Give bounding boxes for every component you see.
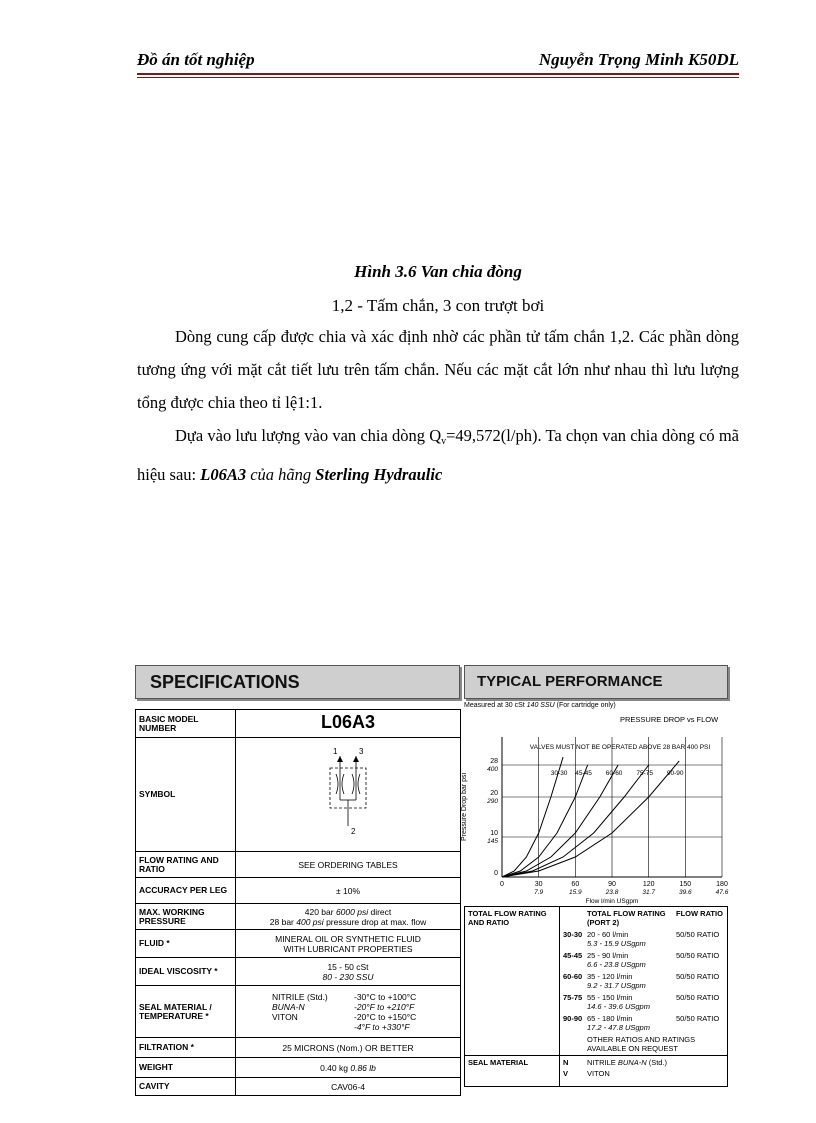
- other-ratios-note: OTHER RATIOS AND RATINGS AVAILABLE ON REQUEST: [587, 1035, 696, 1053]
- specifications-banner: SPECIFICATIONS: [135, 665, 460, 699]
- x-tick-label: 30: [534, 881, 543, 888]
- basic-model-value: L06A3: [320, 712, 376, 732]
- series-line-90-90: [502, 761, 679, 877]
- filtration-label: FILTRATION *: [136, 1038, 236, 1058]
- port-2-label: 2: [351, 826, 356, 836]
- fluid-label: FLUID *: [136, 930, 236, 958]
- figure-subtitle: 1,2 - Tấm chắn, 3 con trượt bơi: [331, 296, 545, 315]
- cavity-value: CAV06-4: [236, 1078, 461, 1096]
- y-tick-label-psi: 290: [487, 798, 498, 805]
- header-rule: [137, 73, 739, 75]
- flow-rating-list: [560, 907, 728, 1056]
- total-flow-column: TOTAL FLOW RATING (PORT 2): [587, 909, 666, 927]
- symbol-label: SYMBOL: [136, 738, 236, 852]
- series-label-60-60: 60-60: [605, 770, 623, 777]
- cavity-label: CAVITY: [136, 1078, 236, 1096]
- x-tick-label: 0: [500, 881, 504, 888]
- flow-row: 45-45 25 - 90 l/min 6.6 - 23.8 USgpm 50/50 RATIO: [563, 951, 720, 969]
- seal-material-label: SEAL MATERIAL / TEMPERATURE *: [136, 986, 236, 1038]
- performance-panel: [464, 665, 728, 724]
- flow-row: 75-75 55 - 150 l/min 14.6 - 39.6 USgpm 50/50 RATIO: [563, 993, 720, 1011]
- x-tick-label: 90: [608, 881, 616, 888]
- flow-rating-value: SEE ORDERING TABLES: [236, 852, 461, 878]
- specifications-table: [135, 709, 461, 1096]
- chart-title: PRESSURE DROP vs FLOW: [620, 715, 719, 724]
- performance-banner: TYPICAL PERFORMANCE: [464, 665, 728, 699]
- paragraph-2: Dựa vào lưu lượng vào van chia dòng $Q_v=49,572(l/ph)$. Ta chọn van chia dòng có mã hiệu sau: L06A3 của hãng Sterling Hydraulic: [137, 426, 739, 484]
- brand-name: Sterling Hydraulic: [315, 465, 443, 484]
- series-label-90-90: 90-90: [666, 770, 684, 777]
- flow-ratio-column: FLOW RATIO: [676, 909, 723, 918]
- figure-title: Hình 3.6 Van chia đòng: [354, 262, 522, 281]
- x-tick-label-usgpm: 31.7: [642, 889, 655, 896]
- port-3-label: 3: [359, 746, 364, 756]
- header-rule-thin: [137, 77, 739, 78]
- x-tick-label: 180: [716, 881, 728, 888]
- valve-code: L06A3: [200, 465, 247, 484]
- y-tick-label: 10: [490, 830, 498, 837]
- x-tick-label: 150: [679, 881, 692, 888]
- flow-rating-ratio-label: TOTAL FLOW RATING AND RATIO: [465, 907, 560, 1056]
- weight-label: WEIGHT: [136, 1058, 236, 1078]
- measured-note: Measured at 30 cSt 140 SSU (For cartridge only): [464, 702, 616, 709]
- flow-row: 30-30 20 - 60 l/min 5.3 - 15.9 USgpm 50/50 RATIO: [563, 930, 720, 948]
- specifications-panel: [135, 665, 460, 1096]
- viscosity-label: IDEAL VISCOSITY *: [136, 958, 236, 986]
- fluid-value: MINERAL OIL OR SYNTHETIC FLUID WITH LUBRICANT PROPERTIES: [236, 930, 461, 958]
- x-tick-label-usgpm: 7.9: [534, 889, 544, 896]
- x-tick-label: 120: [642, 881, 655, 888]
- seal-material-options: N NITRILE BUNA-N (Std.) V VITON: [560, 1056, 728, 1087]
- y-tick-label: 0: [494, 870, 498, 877]
- accuracy-label: ACCURACY PER LEG: [136, 878, 236, 904]
- x-tick-label-usgpm: 23.8: [605, 889, 619, 896]
- series-line-60-60: [502, 765, 618, 877]
- max-pressure-value: 420 bar 6000 psi direct 28 bar 400 psi pressure drop at max. flow: [236, 904, 461, 930]
- x-tick-label: 60: [571, 881, 580, 888]
- accuracy-value: ± 10%: [236, 878, 461, 904]
- viscosity-value: 15 - 50 cSt 80 - 230 SSU: [236, 958, 461, 986]
- chart-annotation: VALVES MUST NOT BE OPERATED ABOVE 28 BAR 400 PSI: [529, 744, 711, 751]
- series-label-30-30: 30-30: [550, 770, 568, 777]
- x-tick-label-usgpm: 47.6: [715, 889, 729, 896]
- y-tick-label-psi: 145: [487, 838, 498, 845]
- flow-rating-table: [464, 906, 728, 1087]
- seal-material-label-2: SEAL MATERIAL: [465, 1056, 560, 1087]
- flow-row: 60-60 35 - 120 l/min 9.2 - 31.7 USgpm 50/50 RATIO: [563, 972, 720, 990]
- flow-divider-symbol: [308, 744, 388, 844]
- y-tick-label: 28: [490, 758, 498, 765]
- filtration-value: 25 MICRONS (Nom.) OR BETTER: [236, 1038, 461, 1058]
- flow-rating-label: FLOW RATING AND RATIO: [136, 852, 236, 878]
- series-label-75-75: 75-75: [636, 770, 653, 777]
- weight-value: 0.40 kg 0.86 lb: [236, 1058, 461, 1078]
- header-right: Nguyễn Trọng Minh K50DL: [538, 50, 739, 69]
- basic-model-label: BASIC MODEL NUMBER: [136, 710, 236, 738]
- port-1-label: 1: [333, 746, 338, 756]
- x-tick-label-usgpm: 15.9: [569, 889, 582, 896]
- y-tick-label-psi: 400: [487, 766, 498, 773]
- y-axis-label: Pressure Drop bar psi: [461, 772, 468, 842]
- x-axis-label: Flow l/min USgpm: [585, 898, 639, 905]
- flow-row: 90-90 65 - 180 l/min 17.2 - 47.8 USgpm 50/50 RATIO: [563, 1014, 720, 1032]
- y-tick-label: 20: [490, 790, 498, 797]
- paragraph-1: Dòng cung cấp được chia và xác định nhờ các phần tử tấm chắn 1,2. Các phần dòng tương ứng với mặt cắt tiết lưu trên tấm chắn. Nếu các mặt cắt lớn như nhau thì lưu lượng tổng được chia theo tỉ lệ1:1.: [137, 327, 739, 412]
- x-tick-label-usgpm: 39.6: [679, 889, 692, 896]
- max-pressure-label: MAX. WORKING PRESSURE: [136, 904, 236, 930]
- seal-material-value: NITRILE (Std.) -30°C to +100°C BUNA-N -20°F to +210°F VITON -20°C to +150°C -4°F to +330°F: [236, 986, 461, 1038]
- header-left: Đồ án tốt nghiệp: [137, 50, 255, 69]
- pressure-drop-chart: [460, 725, 730, 905]
- series-label-45-45: 45-45: [575, 770, 592, 777]
